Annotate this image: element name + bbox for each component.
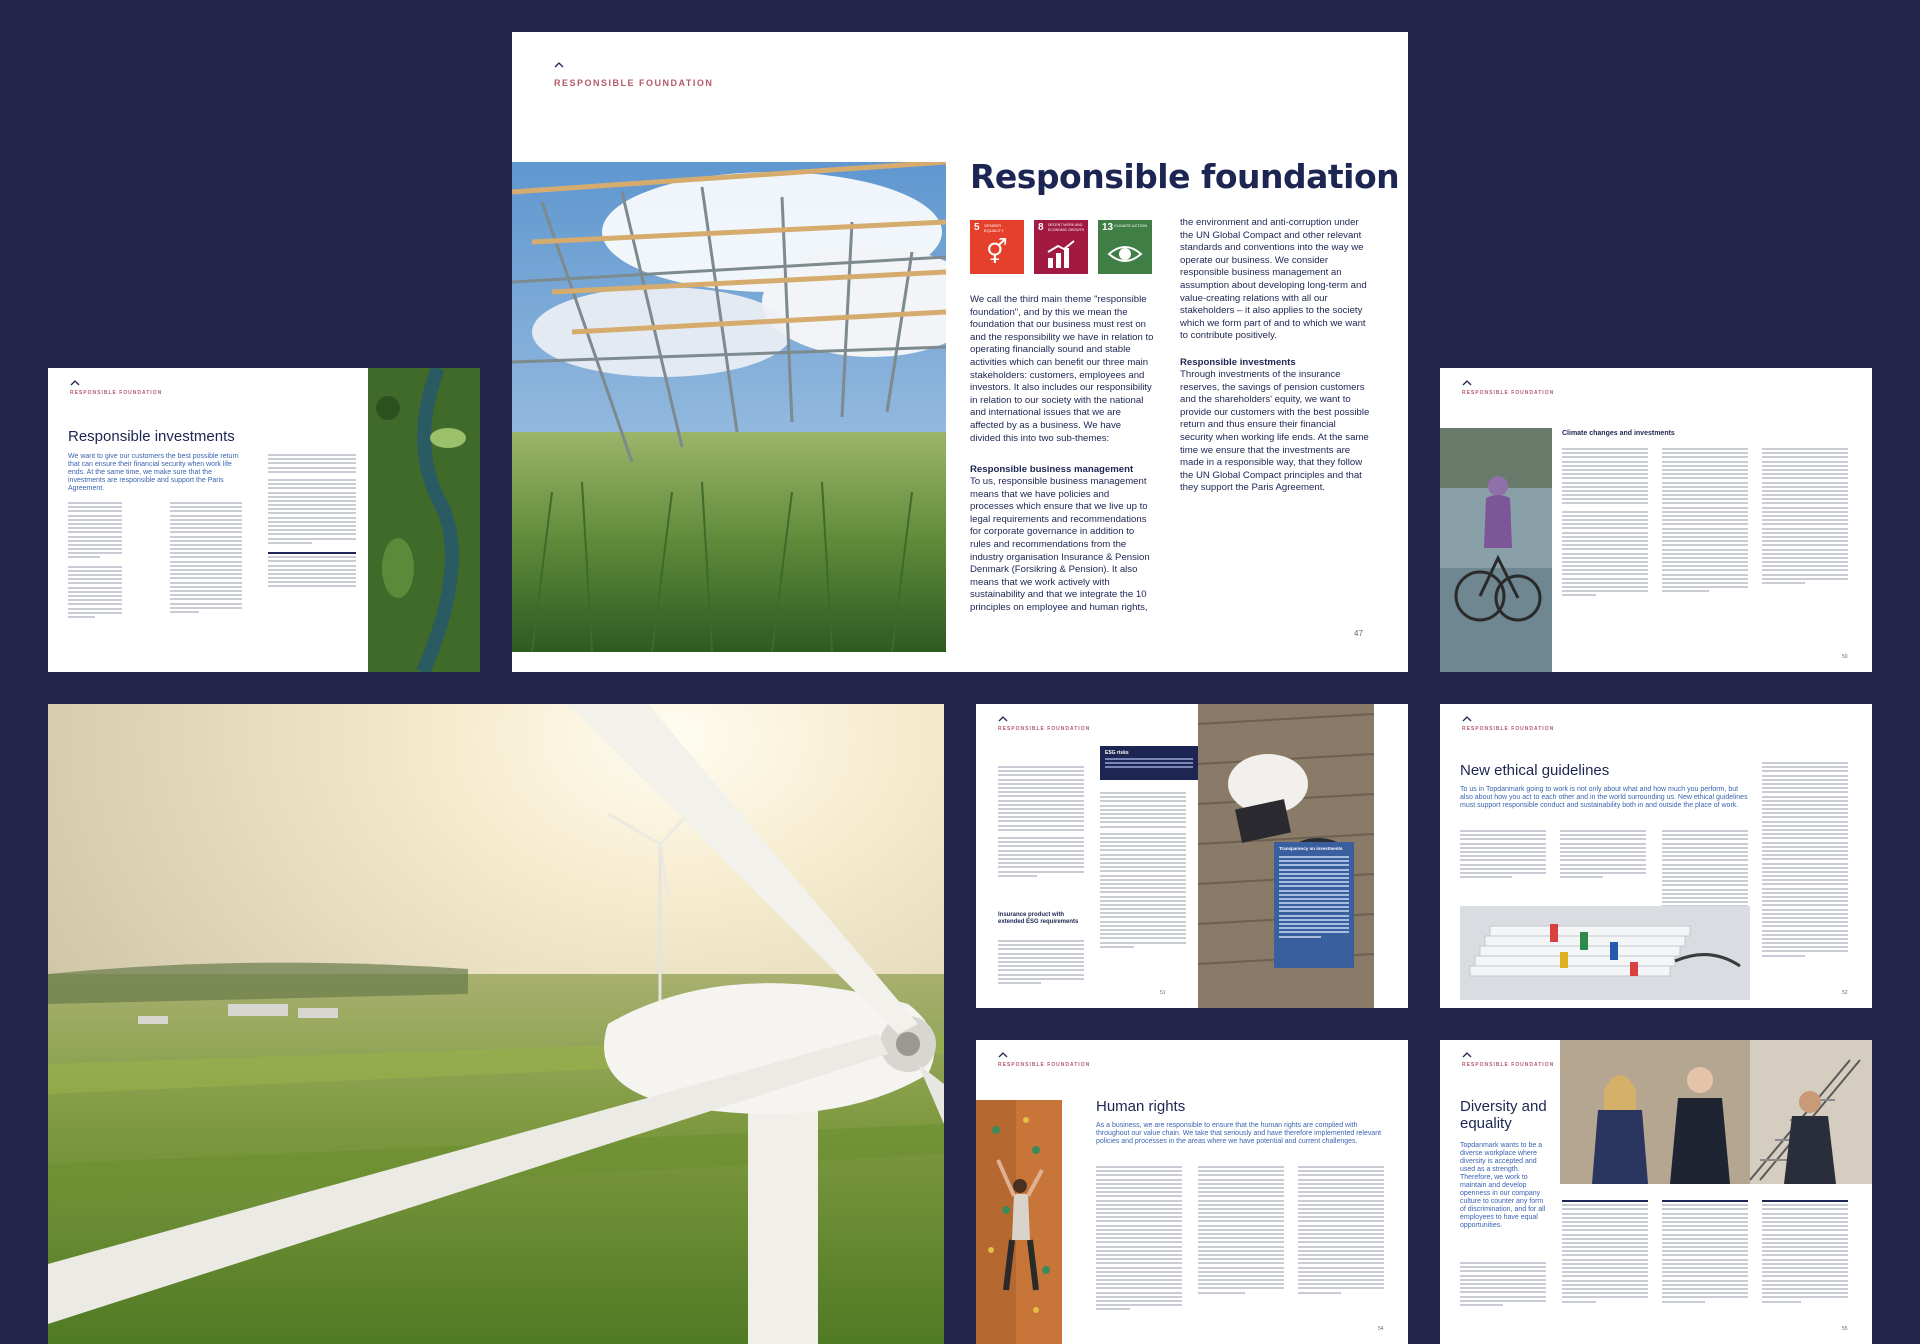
text-column [998, 766, 1084, 879]
gender-symbol-icon: ⚥ [986, 239, 1008, 266]
page-lead: As a business, we are responsible to ensure that the human rights are complied with throughout our value chain. We take that seriously and have therefore implemented relevant policies and processes in the areas where we have potential and current challenges. [1096, 1122, 1382, 1145]
body-col1-text: To us, responsible business management means that we have policies and processes which ensure that we live up to legal requirements and recommendations for corporate governance in addition to rules and recommendations from the industry organisation Insurance & Pension Denmark (Forsikring & Pension). It also means that we work actively with sustainability and that we integrate the 10 principles on employee and human rights, [970, 476, 1150, 613]
climbing-wall-photo [976, 1100, 1062, 1344]
topdanmark-logo-icon [998, 1052, 1008, 1058]
text-column [1460, 830, 1546, 880]
page-number: 47 [1354, 629, 1363, 638]
text-column [1198, 1166, 1284, 1296]
responsible-investments-page [48, 368, 480, 672]
text-column [1560, 830, 1646, 880]
topdanmark-logo-icon [1462, 1052, 1472, 1058]
topdanmark-logo-icon [1462, 716, 1472, 722]
diversity-page [1440, 1040, 1872, 1344]
esg-risks-box [1100, 746, 1200, 780]
text-column [1762, 448, 1848, 586]
section-label: RESPONSIBLE FOUNDATION [1462, 390, 1555, 396]
page-title: Human rights [1096, 1098, 1186, 1115]
text-column [1662, 448, 1748, 595]
page-lead: To us in Topdanmark going to work is not only about what and how much you perform, but also about how you act to each other and in the world surrounding us. New ethical guidelines must support responsible conduct and sustainability both in and outside the place of work. [1460, 786, 1748, 809]
section-label: RESPONSIBLE FOUNDATION [998, 1062, 1091, 1068]
page-title: Climate changes and investments [1562, 430, 1675, 437]
text-column [1460, 1262, 1546, 1308]
child-cycling-flood-photo [1440, 428, 1552, 672]
sdg-5-icon [970, 220, 1024, 274]
esg-box-title: ESG risks [1105, 750, 1129, 756]
cornfield-structure-photo [512, 162, 946, 652]
transparency-box [1274, 842, 1354, 968]
page-lead: Topdanmark wants to be a diverse workplace where diversity is accepted and used as a strength. Therefore, we work to maintain and develop openness in our company culture to counter any form of discrimination, and for all employees to have equal opportunities. [1460, 1142, 1546, 1229]
text-column [1562, 448, 1648, 599]
sdg-label: CLIMATE ACTION [1114, 223, 1148, 228]
text-column [998, 940, 1084, 986]
body-col1-intro: We call the third main theme "responsible foundation", and by this we mean the foundation that our business must rest on and the responsibility we have in relation to operating financially sound and stable activities which can benefit our three main stakeholders: customers, employees and investors. It also includes our responsibility in relation to our society with the national and international issues that we are affected by as a business. We have divided this into two sub-themes: [970, 294, 1154, 444]
documents-pile-photo [1460, 906, 1750, 1000]
text-column [68, 502, 122, 620]
growth-chart-icon [1046, 240, 1076, 268]
text-column [1562, 1200, 1648, 1305]
page-lead: We want to give our customers the best possible return that can ensure their financial security when work life ends. At the same time, we make sure that the investments are responsible and support the Paris Agreement. [68, 453, 239, 492]
page-number: 54 [1378, 1326, 1384, 1332]
page-number: 51 [1160, 990, 1166, 996]
sdg-number: 13 [1102, 222, 1114, 233]
topdanmark-logo-icon [1462, 380, 1472, 386]
colleagues-stairs-photo [1560, 1040, 1872, 1184]
text-column [1096, 1166, 1182, 1313]
page-title: New ethical guidelines [1460, 762, 1610, 779]
section-label: RESPONSIBLE FOUNDATION [1462, 1062, 1555, 1068]
human-rights-page [976, 1040, 1408, 1344]
transparency-box-text [1279, 856, 1349, 940]
body-col2-heading: Responsible investments [1180, 357, 1296, 368]
body-col2-intro: the environment and anti-corruption under the UN Global Compact and other relevant standards and conventions into the way we operate our business. We consider responsible business management an assumption about developing long-term and value-creating relations with all our stakeholders – it also applies to the society which we form part of and to which we want to contribute positively. [1180, 217, 1367, 342]
section-label: RESPONSIBLE FOUNDATION [1462, 726, 1555, 732]
page-number: 55 [1842, 1326, 1848, 1332]
sdg-number: 8 [1038, 222, 1044, 233]
text-column [1662, 1200, 1748, 1305]
text-column [268, 454, 356, 590]
main-title: Responsible foundation [970, 157, 1400, 196]
body-col2-text: Through investments of the insurance reserves, the savings of pension customers and the shareholders' equity, we want to provide our customers with the best possible return and thus ensure their financial security when working life ends. At the same time we ensure that the investments are made in a responsible way, that they follow the UN Global Compact principles and that they support the Paris Agreement. [1180, 369, 1370, 494]
page-title: Responsible investments [68, 428, 235, 445]
topdanmark-logo-icon [70, 380, 80, 386]
transparency-box-title: Transparency on investments [1279, 846, 1343, 851]
esg-box-text [1105, 758, 1193, 771]
sdg-13-icon [1098, 220, 1152, 274]
ethical-guidelines-page [1440, 704, 1872, 1008]
page-title: Diversity and equality [1460, 1098, 1547, 1132]
topdanmark-logo-icon [998, 716, 1008, 722]
section-label: RESPONSIBLE FOUNDATION [998, 726, 1091, 732]
wind-turbine-photo [48, 704, 944, 1344]
section-label: RESPONSIBLE FOUNDATION [554, 78, 714, 88]
section-label: RESPONSIBLE FOUNDATION [70, 390, 163, 396]
text-column [1762, 762, 1848, 959]
text-column [1762, 1200, 1848, 1305]
sdg-number: 5 [974, 222, 980, 233]
topdanmark-logo-icon [554, 62, 564, 68]
body-col1-heading: Responsible business management [970, 464, 1134, 475]
main-spread-page [512, 32, 1408, 672]
text-column [170, 502, 242, 615]
sdg-label: DECENT WORK AND ECONOMIC GROWTH [1048, 223, 1085, 232]
sdg-label: GENDER EQUALITY [984, 223, 1004, 233]
climate-changes-page [1440, 368, 1872, 672]
text-column [1298, 1166, 1384, 1296]
page-number: 50 [1842, 654, 1848, 660]
eye-earth-icon [1107, 242, 1143, 266]
text-column [1100, 792, 1186, 950]
esg-page [976, 704, 1408, 1008]
river-aerial-photo [368, 368, 480, 672]
sdg-8-icon [1034, 220, 1088, 274]
page-number: 52 [1842, 990, 1848, 996]
esg-heading: Insurance product with extended ESG requirements [998, 912, 1079, 925]
